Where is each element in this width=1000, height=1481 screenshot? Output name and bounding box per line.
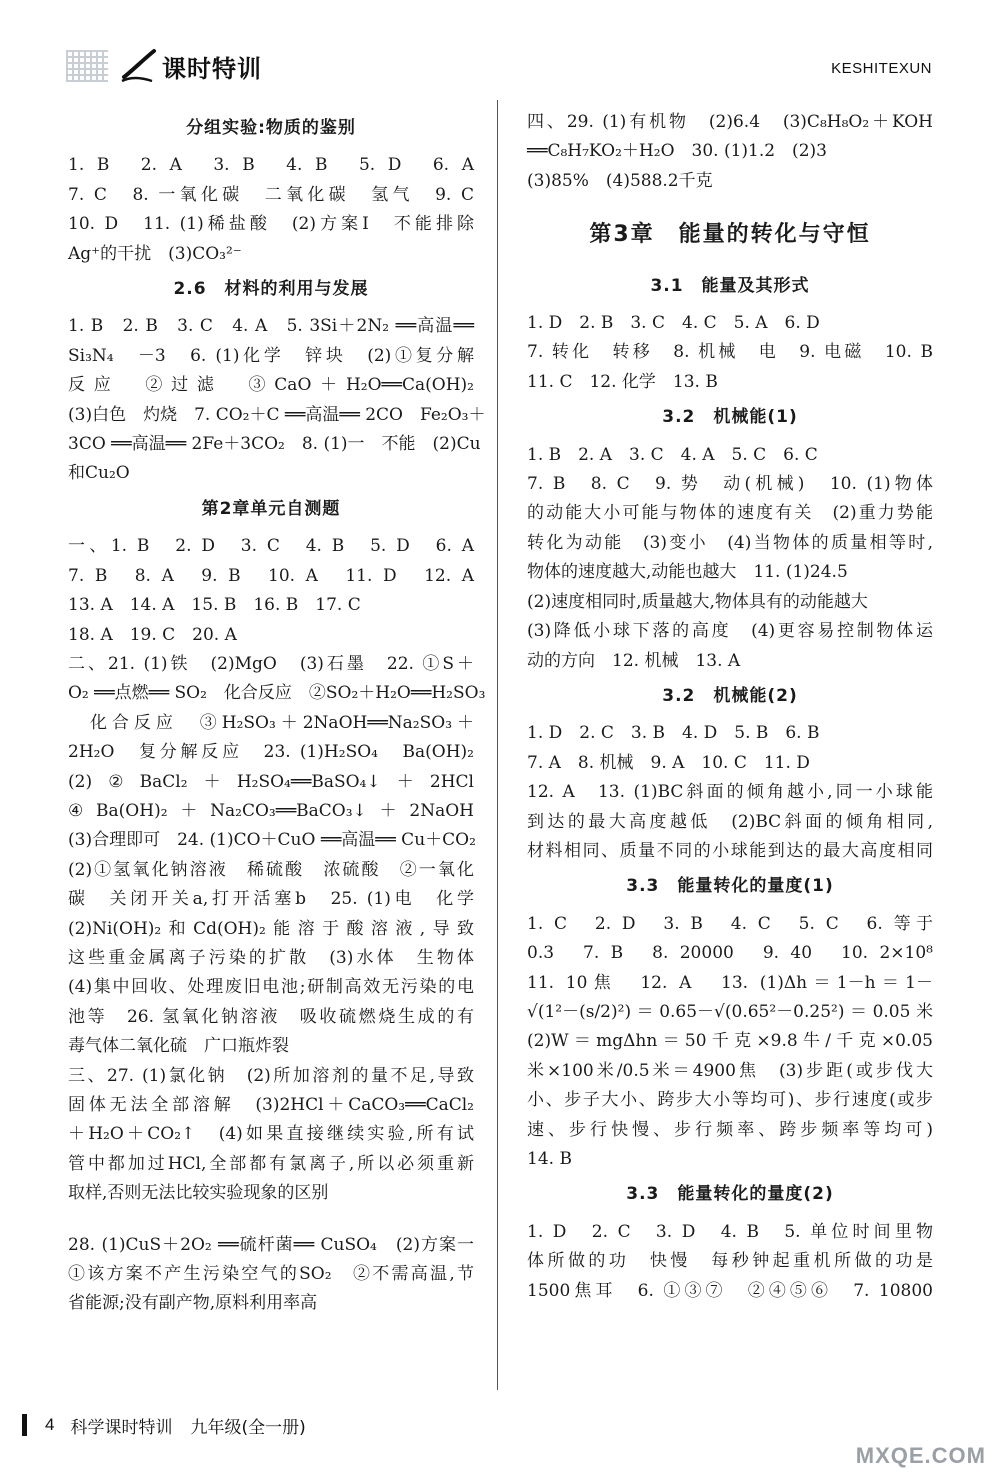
answer-line: 材料相同、质量不同的小球能到达的最大高度相同	[527, 840, 933, 861]
answer-line: 12. A 13. (1)BC斜面的倾角越小,同一小球能	[527, 782, 933, 803]
page-header	[0, 0, 1000, 100]
answer-line: 2H₂O 复分解反应 23. (1)H₂SO₄ Ba(OH)₂	[68, 742, 474, 763]
section-heading: 3.3 能量转化的量度(1)	[626, 876, 834, 897]
watermark-url: MXQE.COM	[855, 1443, 986, 1468]
answer-line: 13. A 14. A 15. B 16. B 17. C	[68, 595, 361, 616]
answer-line: 1. D 2. B 3. C 4. C 5. A 6. D	[527, 313, 820, 334]
page-footer	[22, 1410, 306, 1440]
answer-line: 速、步行快慢、步行频率、跨步频率等均可)	[527, 1119, 933, 1140]
section-heading: 3.2 机械能(1)	[662, 407, 798, 428]
answer-line: 1. B 2. B 3. C 4. A 5. 3Si＋2N₂ ══高温══	[68, 316, 474, 337]
answer-line: √(1²－(s/2)²)＝0.65－√(0.65²－0.25²)＝0.05米	[527, 1001, 933, 1022]
answer-line: 碳 关闭开关a,打开活塞b 25. (1)电 化学	[68, 889, 474, 910]
answer-line: 18. A 19. C 20. A	[68, 624, 237, 645]
spacer	[68, 1209, 474, 1231]
answer-line: 动的方向 12. 机械 13. A	[527, 650, 741, 671]
answer-line: 三、27. (1)氯化钠 (2)所加溶剂的量不足,导致	[68, 1065, 474, 1086]
answer-line: 10. D 11. (1)稀盐酸 (2)方案Ⅰ 不能排除	[68, 214, 474, 235]
book-grade: 九年级(全一册)	[190, 1417, 306, 1438]
answer-line: 1. B 2. A 3. C 4. A 5. C 6. C	[527, 444, 818, 465]
answer-line: 1. C 2. D 3. B 4. C 5. C 6. 等于	[527, 913, 933, 934]
page-number: 4	[45, 1415, 55, 1434]
logo-grid-icon	[66, 50, 108, 82]
answer-line: 1. D 2. C 3. B 4. D 5. B 6. B	[527, 723, 820, 744]
answer-line: (3)降低小球下落的高度 (4)更容易控制物体运	[527, 621, 933, 642]
logo	[66, 44, 262, 88]
brand-name: KESHITEXUN	[831, 60, 932, 77]
answer-line: 这些重金属离子污染的扩散 (3)水体 生物体	[68, 947, 474, 968]
answer-line: 28. (1)CuS＋2O₂ ══硫杆菌══ CuSO₄ (2)方案一	[68, 1234, 474, 1255]
answer-line: 到达的最大高度越低 (2)BC斜面的倾角相同,	[527, 811, 933, 832]
answer-line: 物体的速度越大,动能也越大 11. (1)24.5	[527, 562, 848, 583]
answer-line: 固体无法全部溶解 (3)2HCl＋CaCO₃══CaCl₂	[68, 1095, 474, 1115]
answer-line: 四、29. (1)有机物 (2)6.4 (3)C₈H₈O₂＋KOH	[527, 112, 933, 132]
footer-bar	[22, 1414, 27, 1436]
right-column	[527, 108, 933, 1306]
answer-line: 和Cu₂O	[68, 463, 130, 484]
answer-line: 二、21. (1)铁 (2)MgO (3)石墨 22. ①S＋	[68, 653, 474, 674]
section-heading: 第2章单元自测题	[201, 498, 341, 519]
answer-line: 3CO ══高温══ 2Fe＋3CO₂ 8. (1)一 不能 (2)Cu	[68, 434, 481, 455]
answer-line: 取样,否则无法比较实验现象的区别	[68, 1183, 329, 1204]
answer-line: 1. B 2. A 3. B 4. B 5. D 6. A	[68, 155, 474, 176]
answer-line: 省能源;没有副产物,原料利用率高	[68, 1293, 318, 1314]
answer-line: (2)②BaCl₂＋H₂SO₄══BaSO₄↓＋2HCl	[68, 771, 474, 792]
answer-line: 11. 10焦 12. A 13. (1)Δh＝1－h＝1－	[527, 972, 933, 993]
answer-line: 0.3 7. B 8. 20000 9. 40 10. 2×10⁸	[527, 943, 933, 964]
section-heading: 2.6 材料的利用与发展	[173, 279, 369, 300]
answer-line: 转化为动能 (3)变小 (4)当物体的质量相等时,	[527, 532, 933, 553]
left-column	[68, 108, 486, 1319]
answer-line: ①该方案不产生污染空气的SO₂ ②不需高温,节	[68, 1264, 474, 1285]
answer-line: 11. C 12. 化学 13. B	[527, 371, 718, 392]
answer-line: 1500焦耳 6. ①③⑦ ②④⑤⑥ 7. 10800	[527, 1280, 933, 1301]
answer-line: (2)①氢氧化钠溶液 稀硫酸 浓硫酸 ②一氧化	[68, 859, 474, 880]
answer-line: (2)Ni(OH)₂和Cd(OH)₂能溶于酸溶液,导致	[68, 918, 474, 939]
answer-line: 7. C 8. 一氧化碳 二氧化碳 氢气 9. C	[68, 184, 474, 205]
answer-line: (3)85% (4)588.2千克	[527, 170, 713, 191]
answer-line: (2)W＝mgΔhn＝50千克×9.8牛/千克×0.05	[527, 1031, 933, 1052]
section-heading: 3.1 能量及其形式	[650, 275, 810, 296]
answer-line: 7. A 8. 机械 9. A 10. C 11. D	[527, 752, 810, 773]
chapter-title: 第3章 能量的转化与守恒	[589, 222, 871, 248]
answer-line: 米×100米/0.5米＝4900焦 (3)步距(或步伐大	[527, 1060, 933, 1081]
column-divider	[497, 100, 498, 1390]
answer-line: (2)速度相同时,质量越大,物体具有的动能越大	[527, 591, 868, 612]
answer-line: 7. B 8. A 9. B 10. A 11. D 12. A	[68, 565, 474, 586]
section-heading: 3.2 机械能(2)	[662, 685, 798, 706]
logo-text: 课时特训	[162, 54, 262, 83]
answer-line: 7. 转化 转移 8. 机械 电 9. 电磁 10. B	[527, 342, 933, 363]
answer-line: 毒气体二氧化硫 广口瓶炸裂	[68, 1036, 289, 1057]
answer-line: 一、1. B 2. D 3. C 4. B 5. D 6. A	[68, 536, 474, 557]
answer-line: (4)集中回收、处理废旧电池;研制高效无污染的电	[68, 977, 474, 998]
answer-line: O₂ ══点燃══ SO₂ 化合反应 ②SO₂＋H₂O══H₂SO₃	[68, 683, 486, 704]
answer-line: 管中都加过HCl,全部都有氯离子,所以必须重新	[68, 1153, 474, 1174]
answer-line: ＋H₂O＋CO₂↑ (4)如果直接继续实验,所有试	[68, 1124, 474, 1145]
answer-line: 7. B 8. C 9. 势 动(机械) 10. (1)物体	[527, 474, 933, 495]
pen-icon	[118, 47, 158, 85]
answer-line: (3)合理即可 24. (1)CO＋CuO ══高温══ Cu＋CO₂	[68, 830, 476, 851]
answer-line: ④Ba(OH)₂＋Na₂CO₃══BaCO₃↓＋2NaOH	[68, 800, 474, 821]
answer-line: Si₃N₄ －3 6. (1)化学 锌块 (2)①复分解	[68, 345, 474, 366]
book-title: 科学课时特训	[70, 1417, 173, 1438]
answer-line: ══C₈H₇KO₂＋H₂O 30. (1)1.2 (2)3	[527, 141, 827, 162]
answer-line: Ag⁺的干扰 (3)CO₃²⁻	[68, 243, 242, 264]
section-heading: 3.3 能量转化的量度(2)	[626, 1184, 834, 1205]
answer-line: 池等 26. 氢氧化钠溶液 吸收硫燃烧生成的有	[68, 1006, 474, 1027]
answer-line: 体所做的功 快慢 每秒钟起重机所做的功是	[527, 1251, 933, 1272]
answer-line: 小、步子大小、跨步大小等均可)、步行速度(或步	[527, 1090, 933, 1111]
answer-line: (3)白色 灼烧 7. CO₂＋C ══高温══ 2CO Fe₂O₃＋	[68, 404, 486, 425]
answer-line: 化合反应 ③H₂SO₃＋2NaOH══Na₂SO₃＋	[68, 712, 474, 733]
answer-line: 1. D 2. C 3. D 4. B 5. 单位时间里物	[527, 1221, 933, 1242]
section-heading: 分组实验:物质的鉴别	[186, 118, 356, 138]
answer-line: 反应 ②过滤 ③CaO＋H₂O══Ca(OH)₂	[68, 375, 474, 396]
answer-line: 的动能大小可能与物体的速度有关 (2)重力势能	[527, 503, 933, 524]
answer-line: 14. B	[527, 1149, 572, 1169]
